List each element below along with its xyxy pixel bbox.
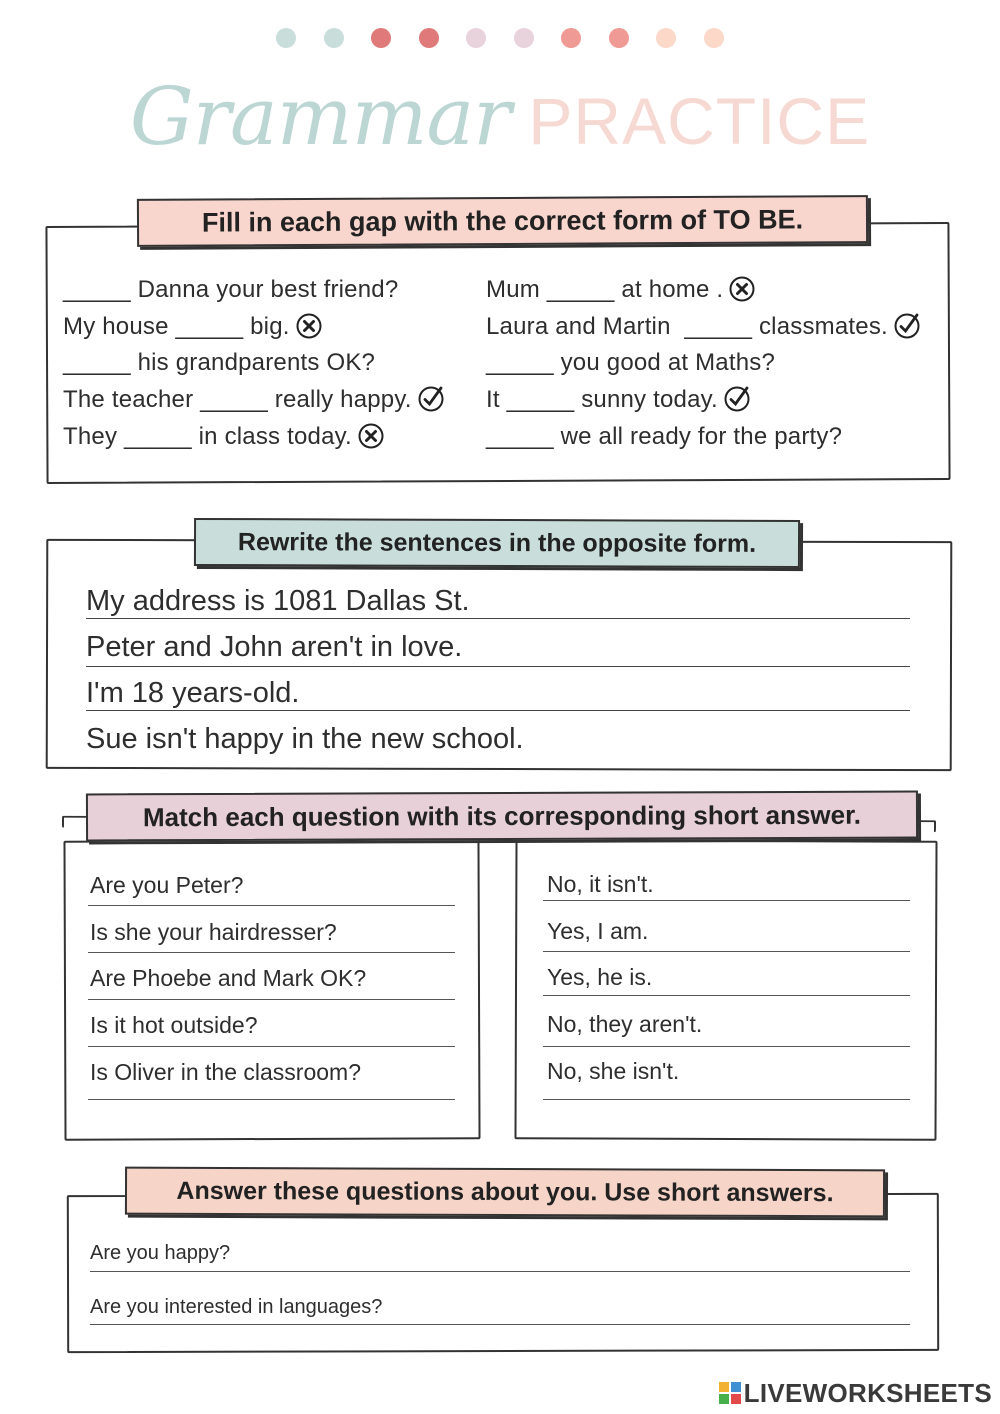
- fill-gap-sentence: [486, 385, 750, 415]
- cross-icon: [358, 423, 384, 449]
- match-question-line: [88, 1046, 455, 1047]
- match-question: Is she your hairdresser?: [90, 919, 337, 945]
- decorative-dot: [656, 28, 676, 48]
- decorative-dot: [561, 28, 581, 48]
- decorative-dot: [419, 28, 439, 48]
- fill-gap-sentence: [486, 422, 842, 452]
- decorative-dot: [466, 28, 486, 48]
- fill-gap-sentence: [63, 422, 384, 452]
- writing-line: [86, 666, 910, 667]
- fill-gap-sentence-text: The teacher _____ really happy.: [63, 386, 412, 413]
- decorative-dots: [276, 28, 736, 48]
- check-icon: [418, 386, 444, 412]
- check-icon: [724, 386, 750, 412]
- fill-gap-sentence-text: My house _____ big.: [63, 313, 290, 340]
- match-question-line: [88, 905, 455, 906]
- cross-icon: [296, 313, 322, 339]
- match-question-line: [88, 952, 455, 953]
- decorative-dot: [371, 28, 391, 48]
- section-fill-gaps-heading: Fill in each gap with the correct form of TO BE.: [137, 195, 868, 247]
- rewrite-sentence: Sue isn't happy in the new school.: [86, 723, 524, 755]
- decorative-dot: [324, 28, 344, 48]
- decorative-dot: [276, 28, 296, 48]
- match-question: Are you Peter?: [90, 872, 244, 898]
- brand-name: LIVEWORKSHEETS: [743, 1377, 992, 1408]
- match-question-line: [88, 1099, 455, 1100]
- fill-gap-sentence: [63, 275, 398, 305]
- rewrite-sentence: My address is 1081 Dallas St.: [86, 585, 470, 617]
- personal-question: Are you happy?: [90, 1242, 231, 1264]
- answer-line: [90, 1271, 910, 1272]
- fill-gap-sentence-text: Mum _____ at home .: [486, 276, 724, 303]
- decorative-dot: [514, 28, 534, 48]
- fill-gap-sentence-text: _____ you good at Maths?: [486, 349, 776, 376]
- match-question: Is it hot outside?: [90, 1012, 258, 1038]
- fill-gap-sentence-text: _____ Danna your best friend?: [63, 276, 399, 303]
- fill-gap-sentence-text: Laura and Martin _____ classmates.: [486, 313, 888, 340]
- personal-question: Are you interested in languages?: [90, 1296, 383, 1318]
- fill-gap-sentence: [486, 275, 755, 305]
- title-caps: PRACTICE: [528, 84, 871, 158]
- title-script: Grammar: [129, 70, 511, 163]
- match-answer-line: [543, 1099, 910, 1100]
- match-answer-line: [543, 900, 910, 901]
- match-question-line: [88, 999, 455, 1000]
- match-answer: Yes, I am.: [547, 918, 649, 944]
- answer-line: [90, 1324, 910, 1325]
- cross-icon: [729, 276, 755, 302]
- fill-gap-sentence-text: They _____ in class today.: [63, 423, 352, 450]
- writing-line: [86, 710, 910, 711]
- decorative-dot: [609, 28, 629, 48]
- fill-gap-sentence: [486, 348, 775, 378]
- section-answer-heading: Answer these questions about you. Use short answers.: [125, 1167, 885, 1218]
- writing-line: [86, 618, 910, 619]
- rewrite-sentence: Peter and John aren't in love.: [86, 631, 463, 663]
- fill-gap-sentence-text: It _____ sunny today.: [486, 386, 718, 413]
- match-question: Is Oliver in the classroom?: [90, 1059, 361, 1085]
- fill-gap-sentence-text: _____ his grandparents OK?: [63, 349, 376, 376]
- match-answer: No, it isn't.: [547, 871, 654, 897]
- match-answer: No, they aren't.: [547, 1011, 703, 1037]
- section-match-heading: Match each question with its corresponding short answer.: [86, 791, 918, 842]
- fill-gap-sentence: [486, 312, 920, 342]
- decorative-dot: [704, 28, 724, 48]
- liveworksheets-logo-icon: [719, 1382, 741, 1404]
- match-answer-line: [543, 995, 910, 996]
- match-answer-line: [543, 1046, 910, 1047]
- fill-gap-sentence-text: _____ we all ready for the party?: [486, 423, 843, 450]
- footer-brand: [719, 1378, 992, 1408]
- match-question: Are Phoebe and Mark OK?: [90, 965, 367, 991]
- rewrite-sentence: I'm 18 years-old.: [86, 677, 300, 709]
- section-rewrite-heading: Rewrite the sentences in the opposite form.: [194, 518, 800, 568]
- fill-gap-sentence: [63, 312, 322, 342]
- fill-gap-sentence: [63, 348, 375, 378]
- match-answer: Yes, he is.: [547, 964, 653, 990]
- page-title: [0, 70, 1000, 163]
- check-icon: [894, 313, 920, 339]
- match-answer: No, she isn't.: [547, 1058, 680, 1084]
- fill-gap-sentence: [63, 385, 444, 415]
- match-answer-line: [543, 951, 910, 952]
